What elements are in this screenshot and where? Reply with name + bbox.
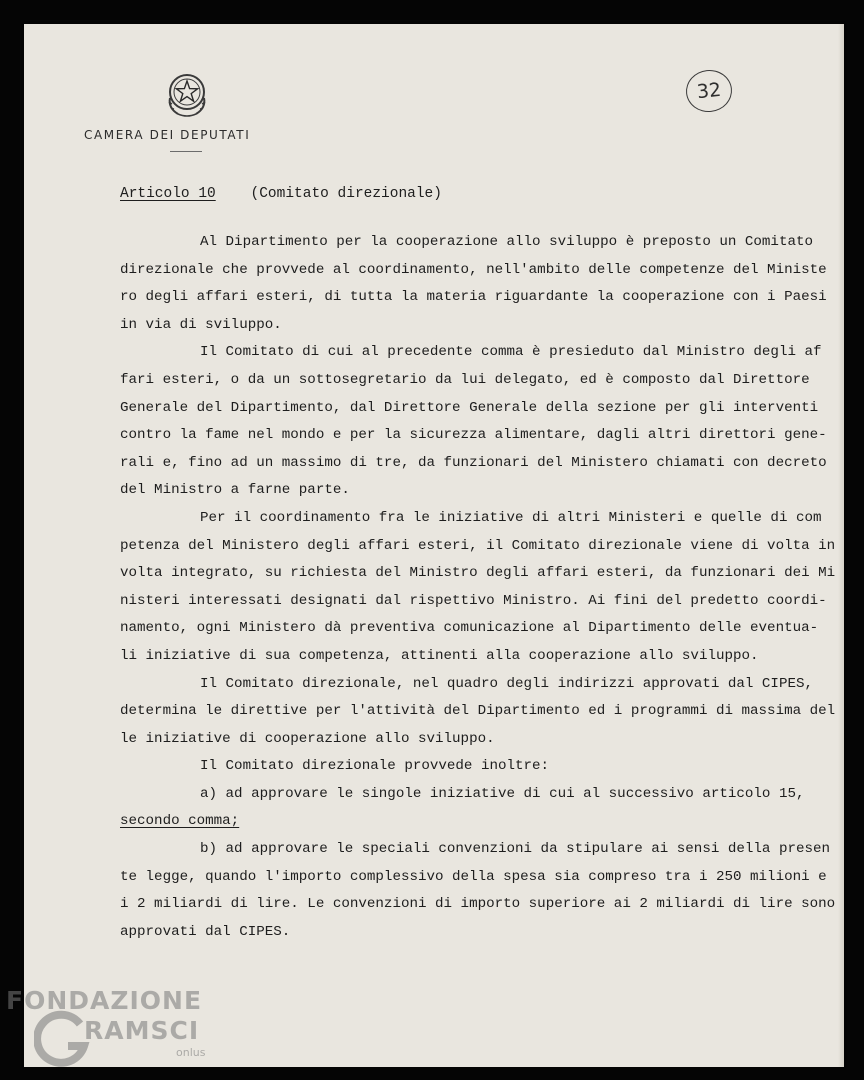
text-line: contro la fame nel mondo e per la sicurezza alimentare, dagli altri direttori gene- bbox=[120, 427, 827, 444]
text-line: del Ministro a farne parte. bbox=[120, 482, 350, 499]
institution-name: CAMERA DEI DEPUTATI bbox=[84, 128, 251, 142]
text-line: Il Comitato direzionale, nel quadro degli indirizzi approvati dal CIPES, bbox=[200, 675, 813, 692]
archive-watermark bbox=[0, 980, 240, 1080]
text-line: Per il coordinamento fra le iniziative di altri Ministeri e quelle di com bbox=[200, 509, 822, 526]
text-line: a) ad approvare le singole iniziative di cui al successivo articolo 15, bbox=[200, 785, 805, 802]
text-line: i 2 miliardi di lire. Le convenzioni di importo superiore ai 2 miliardi di lire sono bbox=[120, 896, 836, 913]
text-line: petenza del Ministero degli affari esteri, il Comitato direzionale viene di volta in bbox=[120, 537, 836, 554]
article-title: (Comitato direzionale) bbox=[250, 186, 442, 202]
text-line-underlined: secondo comma; bbox=[120, 813, 240, 830]
article-heading bbox=[120, 186, 442, 202]
header-divider bbox=[170, 151, 202, 152]
text-line: Al Dipartimento per la cooperazione allo sviluppo è preposto un Comitato bbox=[200, 234, 813, 250]
watermark-line-1: FONDAZIONE bbox=[6, 986, 203, 1015]
text-line: rali e, fino ad un massimo di tre, da funzionari del Ministero chiamati con decreto bbox=[120, 454, 827, 471]
text-line: Il Comitato di cui al precedente comma è presieduto dal Ministro degli af bbox=[200, 344, 822, 361]
text-line: li iniziative di sua competenza, attinenti alla cooperazione allo sviluppo. bbox=[120, 647, 759, 664]
article-spacer bbox=[224, 186, 241, 202]
article-label: Articolo 10 bbox=[120, 186, 216, 202]
page-edge-shadow bbox=[838, 24, 844, 1067]
text-line: le iniziative di cooperazione allo sviluppo. bbox=[120, 730, 495, 747]
text-line: fari esteri, o da un sottosegretario da lui delegato, ed è composto dal Direttore bbox=[120, 371, 810, 388]
watermark-line-2: RAMSCI bbox=[84, 1016, 200, 1045]
document-page bbox=[24, 24, 844, 1067]
article-body bbox=[120, 229, 836, 946]
text-line: b) ad approvare le speciali convenzioni da stipulare ai sensi della presen bbox=[200, 841, 831, 858]
text-line: determina le direttive per l'attività del Dipartimento ed i programmi di massima del bbox=[120, 703, 836, 720]
text-line: Generale del Dipartimento, dal Direttore Generale della sezione per gli interventi bbox=[120, 399, 819, 416]
watermark-line-3: onlus bbox=[176, 1046, 206, 1059]
text-line: in via di sviluppo. bbox=[120, 316, 282, 333]
italian-republic-emblem-icon bbox=[164, 68, 210, 120]
text-line: te legge, quando l'importo complessivo della spesa sia compreso tra i 250 milioni e bbox=[120, 868, 827, 885]
text-line: namento, ogni Ministero dà preventiva comunicazione al Dipartimento delle eventua- bbox=[120, 620, 819, 637]
text-line: Il Comitato direzionale provvede inoltre: bbox=[200, 758, 550, 775]
text-line: approvati dal CIPES. bbox=[120, 923, 291, 940]
text-line: volta integrato, su richiesta del Ministro degli affari esteri, da funzionari dei Mi bbox=[120, 565, 836, 582]
text-line: direzionale che provvede al coordinamento, nell'ambito delle competenze del Ministe bbox=[120, 261, 827, 278]
text-line: ro degli affari esteri, di tutta la materia riguardante la cooperazione con i Paesi bbox=[120, 289, 827, 306]
text-line: nisteri interessati designati dal rispettivo Ministro. Ai fini del predetto coordi- bbox=[120, 592, 827, 609]
handwritten-page-number: 32 bbox=[684, 68, 734, 115]
